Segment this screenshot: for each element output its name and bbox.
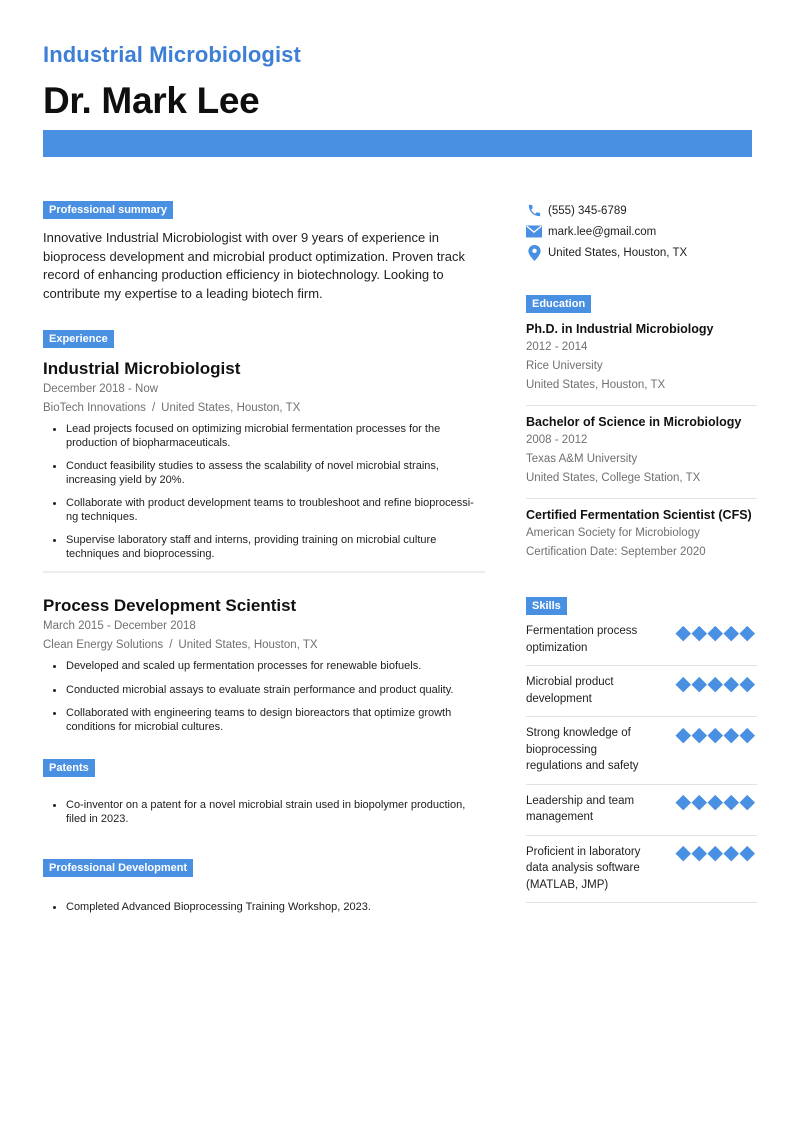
- contact-block: [526, 200, 757, 263]
- certification-issuer: American Society for Microbiology: [526, 527, 700, 539]
- summary-text: Innovative Industrial Microbiologist with over 9 years of experience in bioprocess development and microbial product optimization. Proven track record of enhancing production efficiency in biotechnology. Looking to contribute my expertise to a leading biotech firm.: [43, 230, 465, 301]
- job-location: United States, Houston, TX: [161, 401, 301, 414]
- section-label-summary: Professional summary: [43, 201, 173, 219]
- education-school: Rice University: [526, 360, 603, 372]
- rating-diamond-icon: [692, 846, 707, 861]
- candidate-name: Dr. Mark Lee: [43, 80, 260, 121]
- job-bullets: [43, 423, 485, 561]
- skill-name: Proficient in laboratory data analysis software (MATLAB, JMP): [526, 845, 641, 891]
- education-location: United States, College Station, TX: [526, 472, 701, 484]
- bullet-item: Supervise laboratory staff and interns, providing training on microbial culture techniques and bioprocessing.: [51, 534, 485, 561]
- rating-diamond-icon: [724, 625, 739, 640]
- education-item: [526, 313, 757, 406]
- job-title: Process Development Scientist: [43, 596, 297, 615]
- job-company: Clean Energy Solutions: [43, 638, 164, 651]
- rating-diamond-icon: [692, 625, 707, 640]
- skill-name: Microbial product development: [526, 676, 614, 705]
- rating-diamond-icon: [708, 846, 723, 861]
- skill-row: [526, 785, 757, 836]
- job-company: BioTech Innovations: [43, 401, 146, 414]
- skill-name: Strong knowledge of bioprocessing regulations and safety: [526, 727, 639, 772]
- rating-diamond-icon: [724, 676, 739, 691]
- skill-rating: [677, 793, 755, 826]
- bullet-item: Conduct feasibility studies to assess the scalability of novel microbial strains, increasing yield by 20%.: [51, 460, 485, 487]
- job-title-heading: Industrial Microbiologist: [43, 42, 301, 67]
- skills-section: [526, 596, 757, 903]
- contact-phone: [526, 200, 757, 221]
- skill-rating: [677, 844, 755, 894]
- rating-diamond-icon: [692, 727, 707, 742]
- certification-date: Certification Date: September 2020: [526, 546, 706, 558]
- education-section: [526, 294, 757, 572]
- skill-row: [526, 666, 757, 717]
- rating-diamond-icon: [740, 676, 755, 691]
- job-dates: December 2018 - Now: [43, 383, 159, 395]
- main-column: [43, 200, 485, 925]
- rating-diamond-icon: [708, 727, 723, 742]
- rating-diamond-icon: [676, 846, 691, 861]
- experience-section: [43, 329, 485, 734]
- contact-location: [526, 242, 757, 263]
- sidebar-column: [526, 200, 757, 903]
- rating-diamond-icon: [676, 676, 691, 691]
- job-company-location: [43, 399, 485, 418]
- job-divider: [43, 571, 485, 573]
- rating-diamond-icon: [724, 846, 739, 861]
- bullet-item: Collaborated with engineering teams to design bioreactors that optimize growth conditions for microbial cultures.: [51, 707, 485, 734]
- patents-section: [43, 758, 485, 826]
- job-bullets: [43, 660, 485, 734]
- bullet-item: Completed Advanced Bioprocessing Training Workshop, 2023.: [51, 901, 485, 915]
- location-text: United States, Houston, TX: [548, 246, 688, 259]
- rating-diamond-icon: [740, 795, 755, 810]
- rating-diamond-icon: [740, 846, 755, 861]
- email-address[interactable]: mark.lee@gmail.com: [548, 225, 657, 238]
- bullet-item: Co-inventor on a patent for a novel microbial strain used in biopolymer production, filed in 2023.: [51, 799, 485, 826]
- rating-diamond-icon: [676, 625, 691, 640]
- rating-diamond-icon: [724, 727, 739, 742]
- skill-row: [526, 717, 757, 785]
- rating-diamond-icon: [676, 795, 691, 810]
- map-pin-icon: [526, 245, 542, 261]
- rating-diamond-icon: [724, 795, 739, 810]
- job-location: United States, Houston, TX: [178, 638, 318, 651]
- skill-rating: [677, 725, 755, 775]
- professional-development-section: [43, 858, 485, 915]
- bullet-item: Collaborate with product development teams to troubleshoot and refine bioprocessi-ng techniques.: [51, 497, 485, 524]
- rating-diamond-icon: [740, 625, 755, 640]
- contact-email: [526, 221, 757, 242]
- prof-dev-bullets: [43, 901, 485, 915]
- summary-section: [43, 200, 485, 303]
- phone-number[interactable]: (555) 345-6789: [548, 204, 627, 217]
- certification-title: Certified Fermentation Scientist (CFS): [526, 508, 752, 522]
- bullet-item: Developed and scaled up fermentation processes for renewable biofuels.: [51, 660, 485, 674]
- certification-item: [526, 499, 757, 572]
- skill-rating: [677, 623, 755, 656]
- job-title: Industrial Microbiologist: [43, 359, 241, 378]
- skill-rating: [677, 674, 755, 707]
- rating-diamond-icon: [708, 795, 723, 810]
- section-label-patents: Patents: [43, 759, 95, 777]
- section-label-skills: Skills: [526, 597, 567, 615]
- education-title: Ph.D. in Industrial Microbiology: [526, 322, 714, 336]
- education-location: United States, Houston, TX: [526, 379, 666, 391]
- rating-diamond-icon: [692, 795, 707, 810]
- education-title: Bachelor of Science in Microbiology: [526, 415, 742, 429]
- section-label-experience: Experience: [43, 330, 114, 348]
- education-school: Texas A&M University: [526, 453, 638, 465]
- phone-icon: [526, 203, 542, 219]
- rating-diamond-icon: [708, 625, 723, 640]
- rating-diamond-icon: [692, 676, 707, 691]
- education-dates: 2008 - 2012: [526, 434, 588, 446]
- rating-diamond-icon: [708, 676, 723, 691]
- rating-diamond-icon: [676, 727, 691, 742]
- job-entry: [43, 595, 485, 734]
- skill-name: Leadership and team management: [526, 794, 635, 823]
- education-item: [526, 406, 757, 499]
- patents-bullets: [43, 799, 485, 826]
- education-dates: 2012 - 2014: [526, 341, 588, 353]
- separator: /: [169, 638, 173, 651]
- bullet-item: Conducted microbial assays to evaluate strain performance and product quality.: [51, 684, 485, 698]
- section-label-professional-development: Professional Development: [43, 859, 193, 877]
- header-accent-bar: [43, 130, 752, 157]
- skill-row: [526, 615, 757, 666]
- skill-row: [526, 836, 757, 904]
- job-entry: [43, 358, 485, 561]
- rating-diamond-icon: [740, 727, 755, 742]
- skill-name: Fermentation process optimization: [526, 625, 638, 654]
- bullet-item: Lead projects focused on optimizing microbial fermentation processes for the production of biopharmaceuticals.: [51, 423, 485, 450]
- mail-icon: [526, 224, 542, 240]
- section-label-education: Education: [526, 295, 591, 313]
- job-company-location: [43, 636, 485, 655]
- separator: /: [151, 401, 156, 414]
- job-dates: March 2015 - December 2018: [43, 620, 196, 632]
